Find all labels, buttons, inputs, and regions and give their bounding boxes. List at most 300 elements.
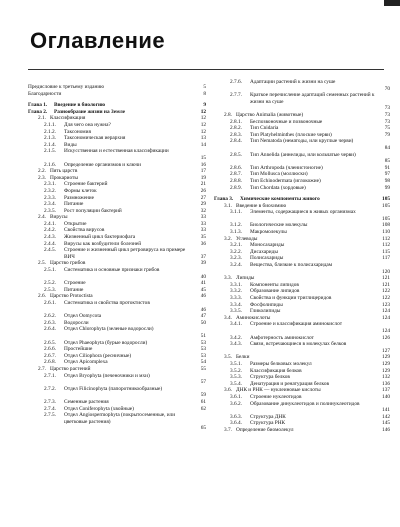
toc-entry-title: Классификация	[50, 115, 86, 122]
toc-entry-page: 36	[200, 240, 206, 247]
toc-entry-number: 3.2.1.	[230, 242, 242, 249]
toc-entry-title: Определение организмов и ключи	[64, 161, 141, 168]
toc-entry-number: 2.6.	[38, 293, 46, 300]
toc-entry[interactable]	[214, 308, 390, 315]
toc-entry-number: 2.1.4.	[44, 141, 56, 148]
toc-entry-page: 33	[200, 220, 206, 227]
toc-entry-title: Структура белков	[250, 374, 290, 381]
toc-entry-title: Вирусы	[50, 214, 68, 221]
toc-entry-page: 65	[200, 425, 206, 432]
toc-entry-number: 2.4.4.	[44, 240, 56, 247]
toc-entry-number: 3.5.3.	[230, 374, 242, 381]
toc-entry[interactable]	[28, 359, 206, 366]
toc-entry-number: 2.4.3.	[44, 234, 56, 241]
toc-entry-page: 70	[384, 85, 390, 92]
toc-entry-number: 2.1.3.	[44, 135, 56, 142]
toc-entry-page: 53	[200, 346, 206, 353]
toc-entry-number: 3.2.2.	[230, 248, 242, 255]
toc-entry[interactable]	[214, 387, 390, 394]
toc-entry-page: 105	[382, 202, 390, 209]
toc-entry-title: Царство Protoctista	[50, 293, 93, 300]
toc-entry[interactable]	[28, 129, 206, 136]
toc-entry[interactable]	[214, 203, 390, 210]
toc-entry[interactable]	[28, 313, 206, 320]
toc-entry-page: 8	[203, 90, 206, 97]
toc-entry-number: 2.8.3.	[230, 131, 242, 138]
toc-entry-title: Образование динуклеотидов и полинуклеотидов	[250, 400, 360, 407]
toc-entry[interactable]	[214, 302, 390, 309]
toc-entry-page: 145	[382, 420, 390, 427]
toc-entry-page: 53	[200, 352, 206, 359]
toc-entry[interactable]	[214, 295, 390, 302]
toc-entry-page: 73	[384, 118, 390, 125]
toc-entry-title: Простейшие	[64, 346, 93, 353]
toc-entry-page: 35	[200, 234, 206, 241]
toc-entry-page: 120	[382, 268, 390, 275]
toc-entry[interactable]	[28, 346, 206, 353]
toc-entry-page: 41	[200, 280, 206, 287]
toc-entry[interactable]	[28, 208, 206, 215]
toc-entry[interactable]	[214, 394, 390, 401]
toc-entry[interactable]	[214, 354, 390, 361]
toc-entry-title: Отдел Oomycota	[64, 313, 102, 320]
toc-entry-title: ДНК и РНК — нуклеиновые кислоты	[236, 387, 321, 394]
toc-entry-page: 122	[382, 288, 390, 295]
toc-entry[interactable]	[214, 374, 390, 381]
toc-entry[interactable]	[214, 229, 390, 236]
toc-entry-title: Тип Chordata (хордовые)	[250, 184, 306, 191]
toc-entry-number: 2.3.2.	[44, 187, 56, 194]
toc-entry-page: 40	[200, 273, 206, 280]
toc-entry-page: 57	[200, 379, 206, 386]
toc-chapter-entry[interactable]	[214, 196, 390, 203]
toc-entry-title: Амфотерность аминокислот	[250, 334, 314, 341]
toc-entry-page: 13	[200, 135, 206, 142]
toc-entry[interactable]	[28, 168, 206, 175]
toc-column-left	[28, 79, 206, 432]
toc-entry[interactable]	[28, 122, 206, 129]
toc-entry[interactable]	[28, 386, 206, 399]
toc-entry-title: Беспозвоночные и позвоночные	[250, 118, 323, 125]
toc-entry-title: Рост популяции бактерий	[64, 207, 122, 214]
toc-entry-page: 108	[382, 222, 390, 229]
toc-entry-page: 59	[200, 392, 206, 399]
toc-entry-title: Царство грибов	[50, 260, 86, 267]
toc-entry-number: 2.8.4.	[230, 138, 242, 145]
toc-entry[interactable]	[28, 201, 206, 208]
toc-entry-page: 121	[382, 275, 390, 282]
toc-entry-number: 3.1.1.	[230, 209, 242, 216]
toc-entry-number: 2.6.3.	[44, 319, 56, 326]
toc-entry-page: 33	[200, 214, 206, 221]
toc-entry-page: 112	[382, 242, 390, 249]
toc-entry-number: 2.3.5.	[44, 207, 56, 214]
toc-entry[interactable]	[28, 373, 206, 386]
toc-entry-title: Тип Echinodermata (иглокожие)	[250, 177, 321, 184]
toc-entry-number: 3.2.4.	[230, 262, 242, 269]
toc-entry-page: 132	[382, 374, 390, 381]
toc-entry-page: 141	[382, 407, 390, 414]
toc-entry-page: 12	[200, 108, 206, 115]
toc-entry-number: 2.6.4.	[44, 326, 56, 333]
toc-entry-title: Биологические молекулы	[250, 222, 308, 229]
toc-entry-page: 140	[382, 393, 390, 400]
toc-entry[interactable]	[214, 138, 390, 151]
toc-entry-number: 2.7.6.	[230, 79, 242, 85]
toc-entry-page: 79	[384, 131, 390, 138]
toc-entry[interactable]	[214, 185, 390, 192]
toc-entry-title: Компоненты липидов	[250, 281, 299, 288]
toc-entry-title: Белки	[236, 354, 250, 361]
toc-entry-page: 16	[200, 161, 206, 168]
toc-entry-number: 2.8.	[224, 111, 232, 118]
toc-entry[interactable]	[28, 300, 206, 313]
toc-entry[interactable]	[28, 412, 206, 432]
toc-entry-title: Царство растений	[50, 365, 91, 372]
toc-entry-number: 2.6.1.	[44, 300, 56, 306]
toc-entry-title: Вирусы как возбудители болезней	[64, 240, 142, 247]
toc-entry[interactable]	[28, 214, 206, 221]
toc-entry-number: 2.7.7.	[230, 92, 242, 99]
toc-entry-title: Структура ДНК	[250, 413, 286, 420]
toc-entry-page: 105	[382, 196, 390, 203]
toc-entry-page: 21	[200, 181, 206, 188]
toc-entry[interactable]	[214, 236, 390, 243]
toc-entry-page: 61	[200, 398, 206, 405]
toc-entry-title: Таксономия	[64, 128, 91, 135]
toc-entry[interactable]	[28, 181, 206, 188]
toc-entry-title: Искусственная и естественная классификации	[64, 148, 169, 155]
toc-entry-page: 115	[382, 248, 390, 255]
toc-entry[interactable]	[28, 148, 206, 161]
toc-entry-title: Отдел Apicomplexa	[64, 359, 108, 366]
toc-entry-number: 2.2.	[38, 168, 46, 175]
toc-entry-page: 19	[200, 174, 206, 181]
toc-entry-page: 33	[200, 227, 206, 234]
toc-entry[interactable]	[28, 399, 206, 406]
toc-entry-number: 3.3.2.	[230, 288, 242, 295]
toc-entry[interactable]	[28, 366, 206, 373]
toc-entry[interactable]	[214, 171, 390, 178]
toc-entry-page: 129	[382, 367, 390, 374]
toc-entry[interactable]	[28, 115, 206, 122]
toc-entry-title: Химические компоненты живого	[240, 196, 320, 203]
toc-entry-title: Липиды	[236, 275, 255, 282]
toc-entry[interactable]	[214, 427, 390, 434]
toc-entry-page: 37	[200, 253, 206, 260]
title-rule	[28, 69, 384, 70]
toc-entry-title: Строение и классификация аминокислот	[250, 321, 343, 328]
toc-entry-number: 3.6.	[224, 387, 232, 394]
toc-entry-page: 5	[203, 84, 206, 90]
toc-entry-number: 3.2.3.	[230, 255, 242, 262]
toc-entry-page: 123	[382, 301, 390, 308]
toc-entry-number: 2.3.3.	[44, 194, 56, 201]
toc-entry-title: Денатурация и ренатурация белков	[250, 380, 330, 387]
toc-entry-number: 3.6.2.	[230, 400, 242, 407]
toc-entry-number: 2.1.1.	[44, 121, 56, 128]
toc-entry-title: Питание	[64, 201, 84, 208]
toc-entry-title: Таксономическая иерархия	[64, 135, 126, 142]
toc-entry-title: Свойства вирусов	[64, 227, 105, 234]
toc-entry-number: 2.1.	[38, 115, 46, 122]
toc-entry-number: 2.1.5.	[44, 148, 56, 155]
toc-entry[interactable]	[28, 280, 206, 287]
toc-entry[interactable]	[28, 135, 206, 142]
toc-entry-number: 3.5.2.	[230, 367, 242, 374]
toc-entry-title: Отдел Bryophyta (печеночники и мхи)	[64, 372, 150, 379]
toc-entry-page: 126	[382, 334, 390, 341]
toc-entry-page: 99	[384, 184, 390, 191]
toc-entry-number: 2.8.9.	[230, 184, 242, 191]
toc-entry-title: Углеводы	[236, 235, 258, 242]
toc-entry-number: 3.4.2.	[230, 334, 242, 341]
toc-entry-number: 3.2.	[224, 235, 232, 242]
toc-entry-number: 3.7.	[224, 426, 232, 433]
toc-entry[interactable]	[214, 282, 390, 289]
toc-entry-title: Отдел Filicinophyta (папоротникообразные)	[64, 385, 163, 392]
toc-entry[interactable]	[28, 287, 206, 294]
toc-entry-title: Размножение	[64, 194, 94, 201]
toc-entry-title: Для чего она нужна?	[64, 121, 111, 128]
toc-entry-page: 46	[200, 293, 206, 300]
toc-entry-number: 2.6.2.	[44, 313, 56, 320]
toc-entry-number: 3.5.4.	[230, 380, 242, 387]
toc-entry[interactable]	[28, 188, 206, 195]
toc-entry-page: 73	[384, 105, 390, 112]
toc-entry-title: Аминокислоты	[236, 314, 271, 321]
toc-entry-number: 3.3.3.	[230, 295, 242, 302]
toc-entry-title: Строение нуклеотидов	[250, 393, 302, 400]
toc-entry[interactable]	[28, 91, 206, 98]
toc-entry-title: Краткое перечисление адаптаций семенных растений к жизни на суше	[250, 92, 375, 105]
toc-entry-title: Моносахариды	[250, 242, 285, 249]
toc-entry-number: 3.4.	[224, 314, 232, 321]
toc-entry[interactable]	[214, 361, 390, 368]
toc-entry-number: 2.8.6.	[230, 164, 242, 171]
toc-entry-page: 39	[200, 260, 206, 267]
toc-entry-number: 2.8.2.	[230, 125, 242, 132]
toc-entry-page: 55	[200, 365, 206, 372]
toc-entry-title: Отдел Angiospermophyta (покрытосеменные, или цветковые растения)	[64, 412, 176, 425]
toc-entry-number: 2.5.2.	[44, 280, 56, 287]
toc-entry-number: 3.4.1.	[230, 321, 242, 328]
toc-entry-title: Тип Arthropoda (членистоногие)	[250, 164, 323, 171]
toc-entry-number: 3.5.1.	[230, 360, 242, 367]
toc-entry-title: Питание	[64, 286, 84, 293]
toc-entry-page: 127	[382, 347, 390, 354]
toc-entry-title: Систематика и основные признаки грибов	[64, 267, 160, 274]
toc-entry-title: Макромолекулы	[250, 229, 287, 236]
toc-entry-page: 97	[384, 171, 390, 178]
toc-entry-number: 2.6.8.	[44, 359, 56, 366]
toc-chapter-entry[interactable]	[28, 102, 206, 109]
toc-entry[interactable]	[28, 195, 206, 202]
toc-entry-title: Тип Annelida (аннелиды, или кольчатые черви)	[250, 151, 356, 158]
toc-entry-page: 146	[382, 426, 390, 433]
toc-entry-page: 27	[200, 194, 206, 201]
toc-entry-title: Гликолипиды	[250, 308, 281, 315]
toc-entry[interactable]	[28, 221, 206, 228]
toc-entry[interactable]	[214, 401, 390, 414]
toc-entry-number: Глава 2.	[28, 108, 48, 115]
toc-entry-page: 29	[200, 201, 206, 208]
toc-entry[interactable]	[28, 340, 206, 347]
toc-entry-title: Отдел Chlorophyta (зеленые водоросли)	[64, 326, 154, 333]
toc-entry[interactable]	[214, 249, 390, 256]
toc-entry-page: 45	[200, 286, 206, 293]
toc-entry-number: 3.6.4.	[230, 420, 242, 427]
toc-entry-number: 2.4.1.	[44, 220, 56, 227]
toc-entry-number: 2.5.	[38, 260, 46, 267]
toc-entry-title: Связи, встречающиеся в молекулах белков	[250, 341, 347, 348]
toc-entry-page: 32	[200, 207, 206, 214]
toc-entry-page: 62	[200, 405, 206, 412]
toc-entry[interactable]	[214, 209, 390, 222]
toc-entry-page: 85	[384, 158, 390, 165]
toc-entry-number: 3.6.3.	[230, 413, 242, 420]
toc-entry[interactable]	[214, 275, 390, 282]
toc-entry[interactable]	[28, 84, 206, 91]
toc-entry-number: 3.1.	[224, 202, 232, 209]
toc-entry-number: 2.6.6.	[44, 346, 56, 353]
toc-entry-title: Тип Cnidaria	[250, 125, 279, 132]
toc-entry[interactable]	[28, 247, 206, 260]
toc-entry-page: 137	[382, 387, 390, 394]
toc-entry-page: 124	[382, 327, 390, 334]
toc-entry-number: 3.5.	[224, 354, 232, 361]
toc-entry-number: 3.6.1.	[230, 393, 242, 400]
toc-entry-title: Вещества, близкие к полисахаридам	[250, 262, 333, 269]
toc-entry-title: Разнообразие жизни на Земле	[54, 108, 126, 115]
toc-entry[interactable]	[214, 368, 390, 375]
toc-entry-page: 47	[200, 313, 206, 320]
toc-entry-number: 2.7.5.	[44, 412, 56, 419]
toc-entry-page: 122	[382, 295, 390, 302]
toc-entry-page: 17	[200, 168, 206, 175]
toc-entry[interactable]	[214, 222, 390, 229]
toc-entry-title: Тип Platyhelminthes (плоские черви)	[250, 131, 332, 138]
toc-entry[interactable]	[214, 242, 390, 249]
toc-entry-title: Прокариоты	[50, 174, 78, 181]
toc-entry[interactable]	[28, 326, 206, 339]
toc-entry-number: 2.8.7.	[230, 171, 242, 178]
toc-entry-title: Отдел Phaeophyta (бурые водоросли)	[64, 339, 148, 346]
toc-entry-page: 136	[382, 380, 390, 387]
toc-entry[interactable]	[28, 293, 206, 300]
toc-entry-page: 53	[200, 339, 206, 346]
toc-entry-number: 2.7.2.	[44, 385, 56, 392]
toc-entry[interactable]	[214, 112, 390, 119]
toc-entry-number: 2.7.1.	[44, 372, 56, 379]
toc-entry-number: 3.4.3.	[230, 341, 242, 348]
toc-entry-title: Тип Nematoda (нематоды, или круглые черви)	[250, 138, 354, 145]
toc-entry[interactable]	[214, 321, 390, 334]
toc-entry-title: Дисахариды	[250, 248, 278, 255]
toc-entry[interactable]	[28, 175, 206, 182]
page-title: Оглавление	[30, 28, 166, 53]
toc-entry-page: 50	[200, 319, 206, 326]
toc-entry[interactable]	[214, 152, 390, 165]
toc-entry-title: Виды	[64, 141, 77, 148]
toc-entry-number: 3.3.1.	[230, 281, 242, 288]
toc-entry-number: 2.4.5.	[44, 247, 56, 254]
toc-entry-page: 73	[384, 111, 390, 118]
toc-entry[interactable]	[214, 119, 390, 126]
toc-entry-number: 2.3.4.	[44, 201, 56, 208]
toc-entry-number: 2.5.3.	[44, 286, 56, 293]
toc-entry-title: Благодарности	[28, 90, 62, 97]
toc-entry-title: Строение	[64, 280, 86, 287]
toc-entry[interactable]	[214, 92, 390, 112]
toc-entry-page: 46	[200, 306, 206, 313]
toc-entry[interactable]	[214, 420, 390, 427]
toc-entry-title: Семенные растения	[64, 398, 109, 405]
toc-entry[interactable]	[214, 341, 390, 354]
toc-entry[interactable]	[214, 262, 390, 275]
toc-entry-page: 91	[384, 164, 390, 171]
toc-entry-title: Классификация белков	[250, 367, 302, 374]
toc-entry-number: 2.4.	[38, 214, 46, 221]
toc-entry-page: 51	[200, 332, 206, 339]
toc-entry-title: Предисловие к третьему изданию	[28, 84, 105, 90]
toc-entry-page: 84	[384, 144, 390, 151]
toc-entry[interactable]	[28, 353, 206, 360]
toc-entry-page: 9	[203, 102, 206, 109]
toc-entry-page: 124	[382, 314, 390, 321]
toc-entry-page: 98	[384, 177, 390, 184]
toc-entry-number: 2.3.	[38, 174, 46, 181]
toc-entry-title: Пять царств	[50, 168, 78, 175]
toc-entry-page: 12	[200, 121, 206, 128]
toc-entry-page: 75	[384, 125, 390, 132]
toc-entry[interactable]	[28, 234, 206, 241]
toc-entry-page: 105	[382, 215, 390, 222]
toc-column-right	[214, 79, 390, 433]
toc-entry-page: 129	[382, 360, 390, 367]
toc-entry-title: Определение биомолекул	[236, 426, 294, 433]
toc-entry-number: 2.6.5.	[44, 339, 56, 346]
toc-entry-title: Свойства и функции триглицеридов	[250, 295, 332, 302]
toc-entry-title: Образование липидов	[250, 288, 300, 295]
toc-entry-title: Отдел Ciliophora (ресничные)	[64, 352, 132, 359]
toc-entry-number: 2.1.6.	[44, 161, 56, 168]
toc-entry-title: Введение в биологию	[54, 102, 106, 109]
toc-entry[interactable]	[28, 162, 206, 169]
toc-entry[interactable]	[214, 414, 390, 421]
toc-entry-number: 2.3.1.	[44, 181, 56, 188]
toc-entry-number: Глава 1.	[28, 102, 48, 109]
toc-entry-title: Систематика и свойства протоктистов	[64, 300, 150, 306]
toc-entry-title: Элементы, содержащиеся в живых организмах	[250, 209, 356, 216]
toc-entry[interactable]	[214, 178, 390, 185]
toc-entry-title: Структура РНК	[250, 420, 286, 427]
toc-entry-title: Строение бактерий	[64, 181, 108, 188]
toc-entry-page: 129	[382, 354, 390, 361]
toc-entry[interactable]	[214, 125, 390, 132]
toc-entry[interactable]	[28, 267, 206, 280]
toc-entry-number: 3.1.2.	[230, 222, 242, 229]
toc-entry-page: 112	[382, 235, 390, 242]
toc-entry-number: 3.3.5.	[230, 308, 242, 315]
toc-entry-title: Тип Mollusca (моллюски)	[250, 171, 308, 178]
toc-entry[interactable]	[214, 79, 390, 92]
toc-entry[interactable]	[214, 381, 390, 388]
toc-entry-number: 3.1.3.	[230, 229, 242, 236]
toc-entry-title: Водоросли	[64, 319, 89, 326]
toc-entry-page: 117	[382, 255, 390, 262]
toc-entry-title: Фосфолипиды	[250, 301, 283, 308]
